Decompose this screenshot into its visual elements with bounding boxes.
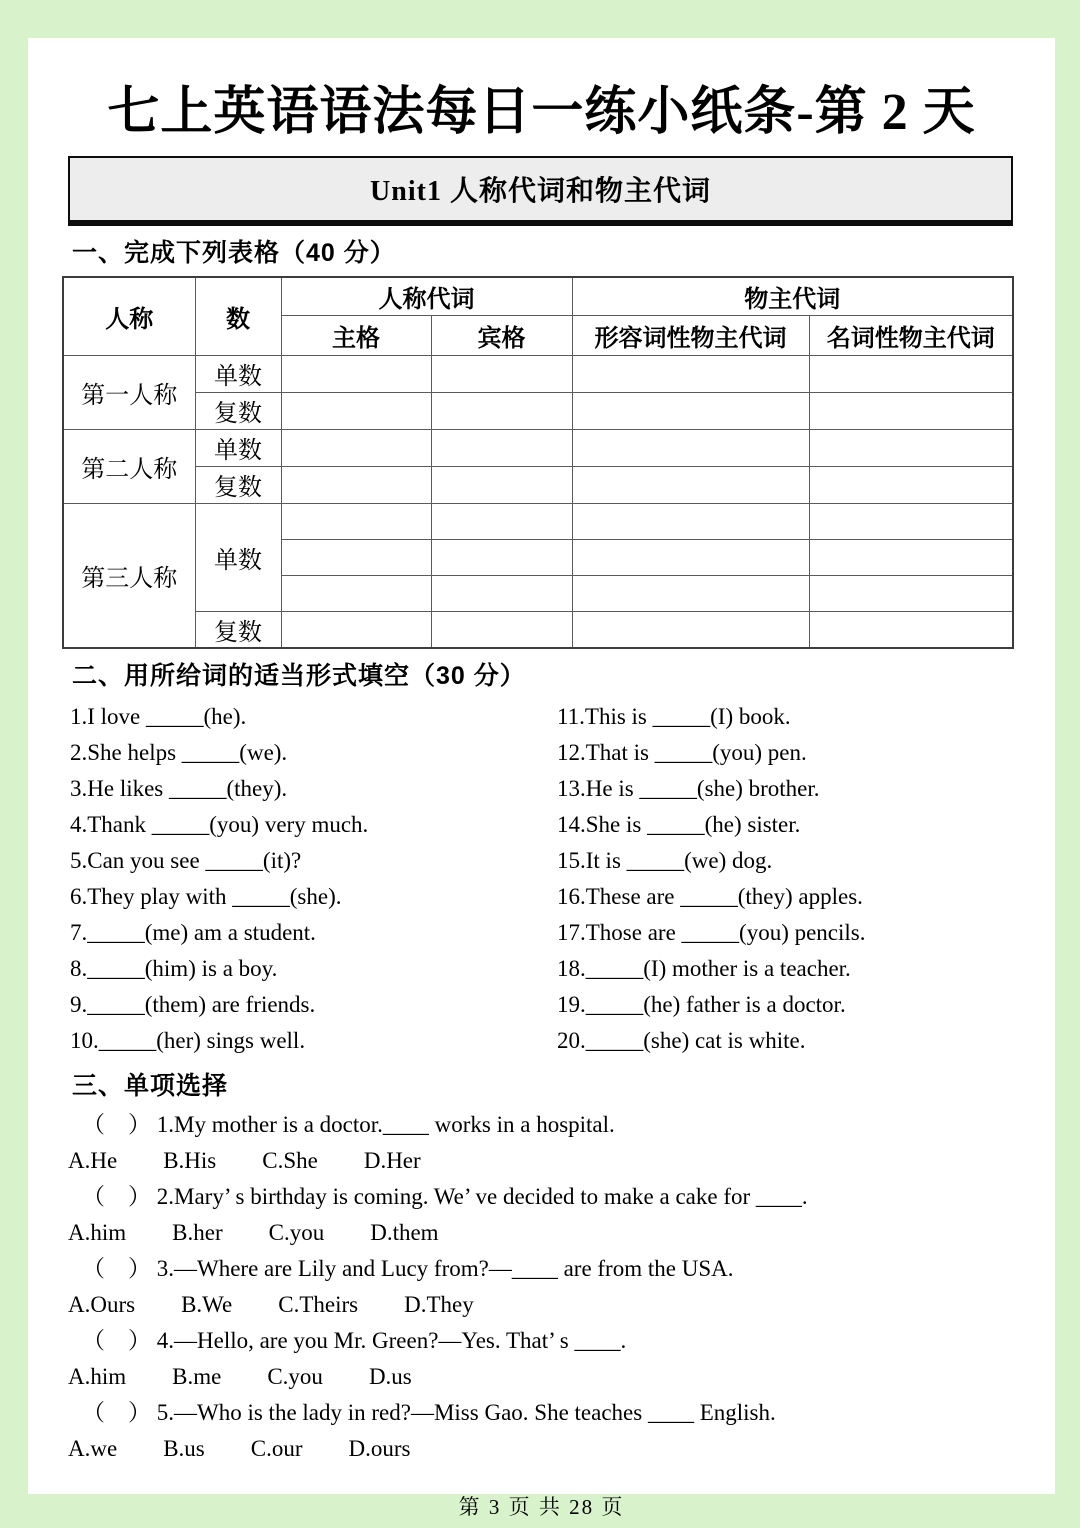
mcq-option: B.her [172,1219,223,1245]
row-label-singular: 单数 [195,429,281,466]
fill-blank-question: 6.They play with _____(she). [70,883,342,909]
row-label-first-person: 第一人称 [63,355,195,429]
table-row [63,355,1013,392]
header-possessive-pronoun-group: 物主代词 [572,277,1013,315]
header-subjective-case: 主格 [281,315,431,355]
fill-blank-question: 1.I love _____(he). [70,703,247,729]
row-label-plural: 复数 [195,392,281,429]
mcq-options-row [68,1215,1035,1251]
worksheet-page [28,38,1055,1519]
pronoun-table [62,276,1014,649]
mcq-question-stem: （ ） 3.—Where are Lily and Lucy from?—____ are from the USA. [82,1255,734,1281]
answer-cell-empty [809,611,1013,648]
fill-blank-column-left [70,699,557,1059]
fill-blank-question: 10._____(her) sings well. [70,1027,306,1053]
answer-cell-empty [281,539,431,575]
mcq-option: B.us [163,1435,205,1461]
answer-cell-empty [572,575,809,611]
row-label-singular: 单数 [195,503,281,611]
section1-heading: 一、完成下列表格（40 分） [72,239,396,268]
answer-cell-empty [431,503,572,539]
fill-blank-question: 15.It is _____(we) dog. [557,847,773,873]
answer-cell-empty [572,392,809,429]
fill-blank-question: 12.That is _____(you) pen. [557,739,807,765]
mcq-question-stem: （ ） 1.My mother is a doctor.____ works in a hospital. [82,1111,615,1137]
header-nominal-possessive: 名词性物主代词 [809,315,1013,355]
mcq-option: B.We [181,1291,233,1317]
mcq-option: D.Her [363,1147,421,1173]
multiple-choice-section [68,1107,1035,1467]
fill-blank-question: 9._____(them) are friends. [70,991,316,1017]
fill-blank-question: 16.These are _____(they) apples. [557,883,863,909]
mcq-option: D.them [370,1219,439,1245]
answer-cell-empty [572,503,809,539]
fill-blank-question: 11.This is _____(I) book. [557,703,791,729]
answer-cell-empty [572,539,809,575]
answer-cell-empty [572,466,809,503]
fill-blank-question: 17.Those are _____(you) pencils. [557,919,866,945]
row-label-second-person: 第二人称 [63,429,195,503]
answer-cell-empty [281,503,431,539]
row-label-third-person: 第三人称 [63,503,195,648]
answer-cell-empty [572,355,809,392]
header-number: 数 [195,277,281,355]
mcq-options-row [68,1143,1035,1179]
row-label-plural: 复数 [195,611,281,648]
mcq-option: D.They [404,1291,474,1317]
header-adjectival-possessive: 形容词性物主代词 [572,315,809,355]
mcq-option: A.He [68,1147,118,1173]
answer-cell-empty [431,466,572,503]
table-row [63,429,1013,466]
mcq-options-row [68,1359,1035,1395]
fill-blank-column-right [557,699,1035,1059]
mcq-option: A.him [68,1219,127,1245]
answer-cell-empty [809,355,1013,392]
mcq-question-stem: （ ） 4.—Hello, are you Mr. Green?—Yes. That’ s ____. [82,1327,627,1353]
page-number-indicator: 第 3 页 共 28 页 [458,1494,625,1519]
fill-blank-question: 7._____(me) am a student. [70,919,316,945]
mcq-option: C.She [262,1147,318,1173]
answer-cell-empty [281,575,431,611]
mcq-option: A.Ours [68,1291,136,1317]
mcq-options-row [68,1287,1035,1323]
header-personal-pronoun-group: 人称代词 [281,277,572,315]
mcq-option: C.you [268,1219,325,1245]
unit-banner-label: Unit1 人称代词和物主代词 [370,176,711,208]
header-objective-case: 宾格 [431,315,572,355]
mcq-options-row [68,1431,1035,1467]
fill-blank-section [70,699,1035,1059]
section3-heading: 三、单项选择 [72,1071,229,1100]
answer-cell-empty [809,466,1013,503]
answer-cell-empty [809,539,1013,575]
answer-cell-empty [572,611,809,648]
mcq-option: C.our [250,1435,303,1461]
section2-heading: 二、用所给词的适当形式填空（30 分） [72,661,526,690]
answer-cell-empty [431,611,572,648]
answer-cell-empty [809,429,1013,466]
table-row [63,503,1013,539]
fill-blank-question: 2.She helps _____(we). [70,739,288,765]
answer-cell-empty [809,503,1013,539]
mcq-option: B.me [172,1363,222,1389]
unit-banner [68,156,1013,226]
answer-cell-empty [431,575,572,611]
answer-cell-empty [809,392,1013,429]
fill-blank-question: 8._____(him) is a boy. [70,955,278,981]
mcq-option: B.His [163,1147,217,1173]
answer-cell-empty [281,355,431,392]
fill-blank-question: 3.He likes _____(they). [70,775,288,801]
answer-cell-empty [431,539,572,575]
mcq-question-stem: （ ） 2.Mary’ s birthday is coming. We’ ve decided to make a cake for ____. [82,1183,808,1209]
answer-cell-empty [809,575,1013,611]
page-title: 七上英语语法每日一练小纸条-第 2 天 [107,84,976,141]
row-label-plural: 复数 [195,466,281,503]
answer-cell-empty [431,392,572,429]
answer-cell-empty [431,429,572,466]
fill-blank-question: 20._____(she) cat is white. [557,1027,806,1053]
answer-cell-empty [281,392,431,429]
answer-cell-empty [281,429,431,466]
mcq-question-stem: （ ） 5.—Who is the lady in red?—Miss Gao. She teaches ____ English. [82,1399,776,1425]
fill-blank-question: 5.Can you see _____(it)? [70,847,302,873]
answer-cell-empty [281,611,431,648]
fill-blank-question: 4.Thank _____(you) very much. [70,811,369,837]
mcq-option: A.him [68,1363,127,1389]
mcq-option: C.Theirs [278,1291,359,1317]
mcq-option: A.we [68,1435,118,1461]
table-header-row-1 [63,277,1013,315]
answer-cell-empty [431,355,572,392]
mcq-option: D.ours [348,1435,411,1461]
fill-blank-question: 14.She is _____(he) sister. [557,811,801,837]
table-row [63,611,1013,648]
mcq-option: C.you [267,1363,323,1389]
header-person: 人称 [63,277,195,355]
fill-blank-question: 18._____(I) mother is a teacher. [557,955,851,981]
row-label-singular: 单数 [195,355,281,392]
fill-blank-question: 13.He is _____(she) brother. [557,775,820,801]
answer-cell-empty [572,429,809,466]
mcq-option: D.us [368,1363,412,1389]
answer-cell-empty [281,466,431,503]
table-row [63,466,1013,503]
table-row [63,392,1013,429]
fill-blank-question: 19._____(he) father is a doctor. [557,991,846,1017]
